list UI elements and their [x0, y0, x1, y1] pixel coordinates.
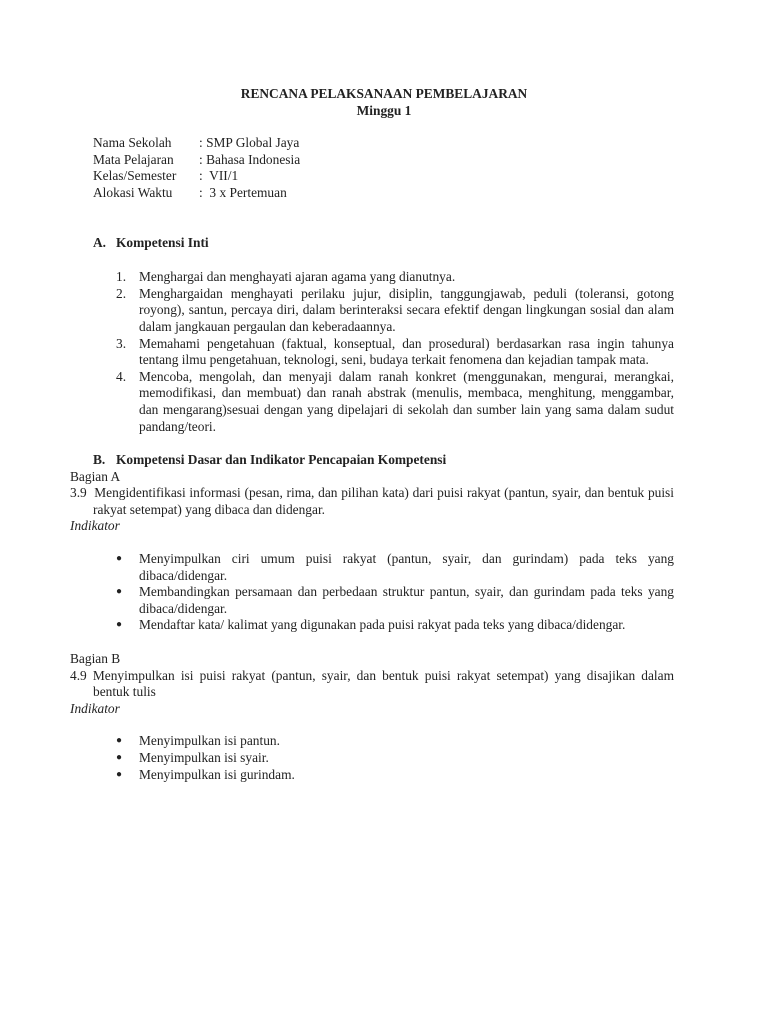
list-item [70, 286, 674, 336]
kd-text: Menyimpulkan isi puisi rakyat (pantun, syair, dan bentuk puisi rakyat setempat) yang disajikan dalam bentuk tulis [92, 667, 674, 700]
list-item [70, 336, 674, 369]
section-a-heading [93, 235, 674, 252]
list-item [70, 733, 674, 750]
kd-text-block [70, 667, 674, 701]
list-item [70, 750, 674, 767]
item-text: Menyimpulkan isi gurindam. [139, 766, 295, 782]
info-row-class [93, 168, 674, 185]
info-row-school [93, 135, 674, 152]
item-number: 4. [116, 368, 127, 384]
kd-number: 4.9 [70, 667, 87, 683]
item-text: Mendaftar kata/ kalimat yang digunakan pada puisi rakyat pada teks yang dibaca/didengar. [139, 617, 626, 633]
item-number: 3. [116, 335, 127, 351]
indikator-list-a [70, 551, 674, 634]
bullet-icon: ● [116, 735, 123, 747]
list-item [70, 617, 674, 634]
section-letter: A. [93, 234, 107, 250]
bullet-icon: ● [116, 586, 123, 598]
info-value: : 3 x Pertemuan [199, 184, 287, 200]
list-item [70, 767, 674, 784]
indikator-label: Indikator [70, 518, 120, 534]
list-item [70, 584, 674, 617]
section-letter: B. [93, 452, 106, 468]
list-item [70, 369, 674, 435]
kd-text-block [70, 485, 674, 518]
item-text: Menyimpulkan isi pantun. [139, 733, 280, 749]
info-value: : Bahasa Indonesia [199, 151, 301, 167]
indikator-label: Indikator [70, 700, 120, 716]
item-text: Menghargai dan menghayati ajaran agama yang dianutnya. [139, 269, 456, 285]
kd-number: 3.9 [70, 485, 87, 501]
bullet-icon: ● [116, 752, 123, 763]
document-title: RENCANA PELAKSANAAN PEMBELAJARAN [240, 86, 528, 101]
document-subtitle: Minggu 1 [356, 102, 412, 118]
list-item [70, 269, 674, 286]
info-row-subject [93, 152, 674, 169]
kd-4-9 [70, 668, 674, 701]
info-label: Mata Pelajaran [93, 151, 174, 167]
bagian-a-label: Bagian A [70, 468, 121, 484]
info-value: : VII/1 [199, 168, 239, 184]
bullet-icon: ● [116, 768, 123, 780]
kompetensi-inti-list [70, 269, 674, 435]
item-number: 1. [116, 269, 127, 285]
info-row-time [93, 185, 674, 202]
kd-3-9 [70, 485, 674, 518]
bullet-icon: ● [116, 619, 123, 631]
section-title: Kompetensi Inti [116, 234, 209, 250]
item-text: Mencoba, mengolah, dan menyaji dalam ranah konkret (menggunakan, mengurai, merangkai, memodifikasi, dan membuat) dan ranah abstrak (menulis, membaca, menghitung, menggambar, dan mengarang)sesuai dengan yang dipelajari di sekolah dan sumber lain yang sama dalam sudut pandang/teori. [139, 368, 674, 434]
item-text: Menyimpulkan isi syair. [139, 750, 269, 765]
list-item [70, 551, 674, 584]
section-b-heading [93, 452, 674, 469]
item-text: Memahami pengetahuan (faktual, konseptual, dan prosedural) berdasarkan rasa ingin tahunya tentang ilmu pengetahuan, teknologi, seni, budaya terkait fenomena dan kejadian tampak mata. [139, 335, 674, 368]
info-label: Nama Sekolah [93, 135, 172, 151]
info-value: : SMP Global Jaya [199, 135, 300, 151]
section-title: Kompetensi Dasar dan Indikator Pencapaian Kompetensi [116, 452, 447, 468]
info-label: Alokasi Waktu [93, 184, 173, 200]
item-text: Menghargaidan menghayati perilaku jujur, disiplin, tanggungjawab, peduli (toleransi, gotong royong), santun, percaya diri, dalam berinteraksi secara efektif dengan lingkungan sosial dan alam dalam jangkauan pergaulan dan keberadaannya. [139, 285, 674, 334]
item-text: Membandingkan persamaan dan perbedaan struktur pantun, syair, dan gurindam pada teks yang dibaca/didengar. [139, 584, 674, 616]
item-text: Menyimpulkan ciri umum puisi rakyat (pantun, syair, dan gurindam) pada teks yang dibaca/didengar. [139, 551, 674, 583]
bullet-icon: ● [116, 553, 123, 565]
item-number: 2. [116, 285, 127, 301]
identity-block [93, 135, 674, 201]
info-label: Kelas/Semester [93, 168, 177, 184]
bagian-b-label: Bagian B [70, 651, 121, 667]
indikator-list-b [70, 733, 674, 783]
kd-text: Mengidentifikasi informasi (pesan, rima, dan pilihan kata) dari puisi rakyat (pantun, syair, dan bentuk puisi rakyat setempat) yang dibaca dan didengar. [93, 485, 674, 517]
